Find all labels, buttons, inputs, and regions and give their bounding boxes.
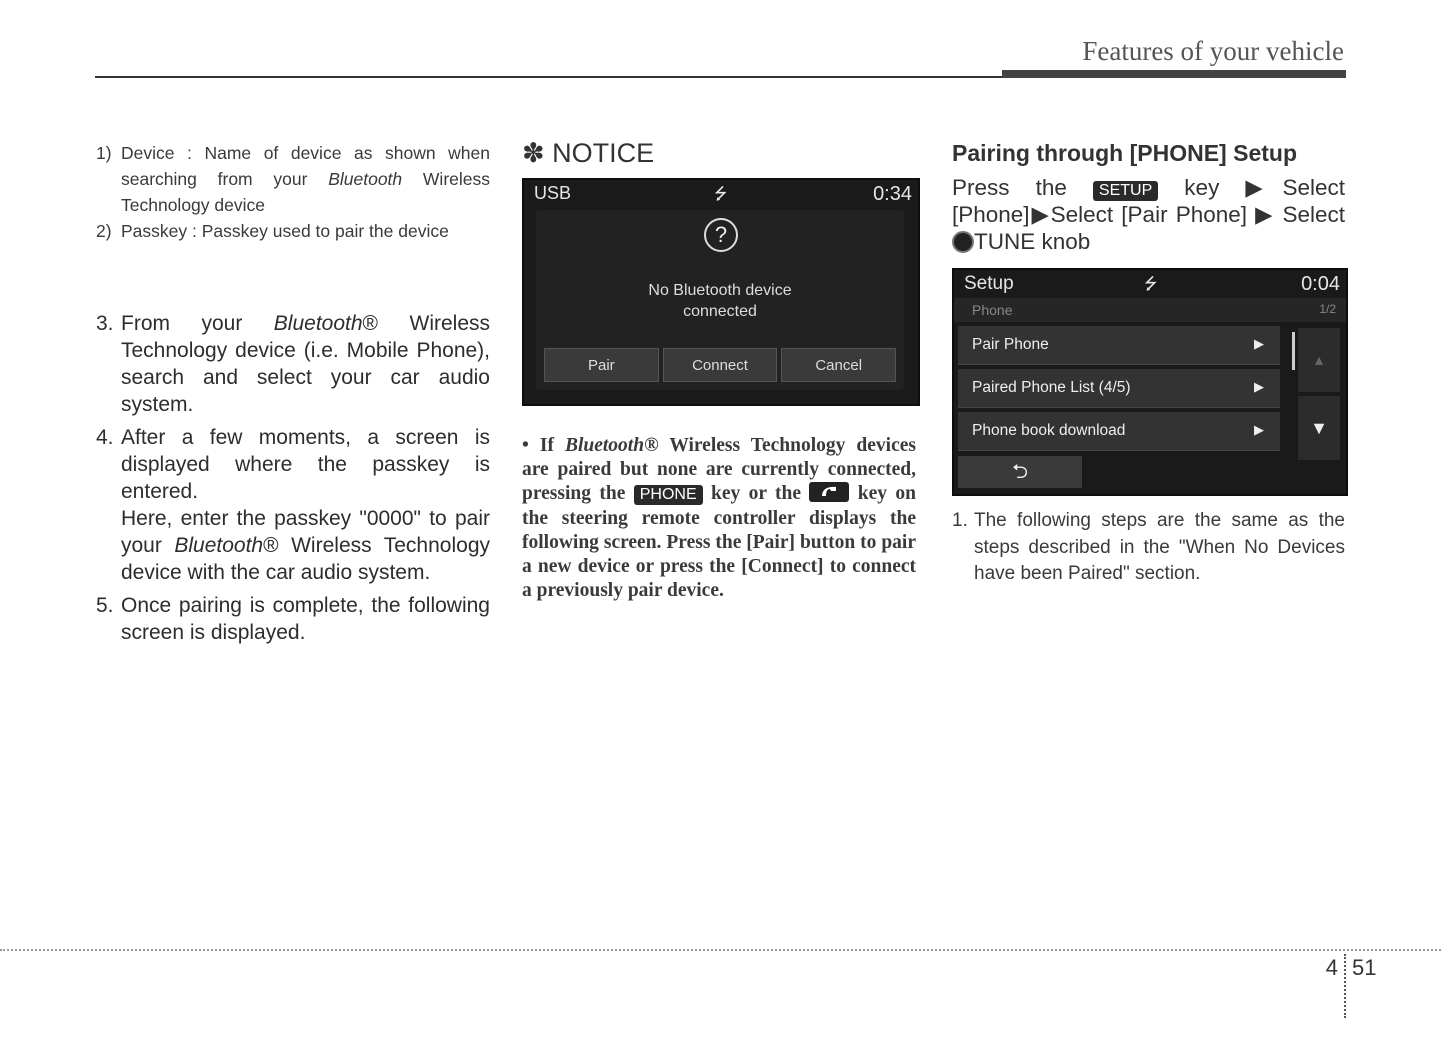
connect-button[interactable]: Connect xyxy=(663,348,778,382)
no-device-screen xyxy=(522,178,920,406)
step-text: From your Bluetooth® Wireless Technology device (i.e. Mobile Phone), search and select your car audio system. xyxy=(121,312,490,416)
header-bar xyxy=(1002,70,1346,78)
step-number: 5. xyxy=(96,594,114,617)
source-label: USB xyxy=(534,183,572,203)
definition-item xyxy=(96,140,490,218)
menu-item-pair-phone[interactable] xyxy=(958,326,1280,365)
scroll-up-button[interactable]: ▲ xyxy=(1298,328,1340,392)
question-icon: ? xyxy=(704,218,738,252)
item-number: 1) xyxy=(96,143,112,163)
phone-call-icon xyxy=(809,482,849,502)
menu-item-label: Paired Phone List (4/5) xyxy=(972,379,1131,396)
setup-key-badge: SETUP xyxy=(1093,181,1158,201)
menu-item-phone-book-download[interactable] xyxy=(958,412,1280,451)
item-text: Device : Name of device as shown when searching from your Bluetooth Wireless Technology device xyxy=(121,143,490,215)
submenu-label: Phone xyxy=(972,302,1013,318)
page-header-title: Features of your vehicle xyxy=(1082,36,1344,66)
steps-list xyxy=(96,310,490,646)
pair-button[interactable]: Pair xyxy=(544,348,659,382)
phone-menu-list xyxy=(958,326,1280,455)
step-text: After a few moments, a screen is displayed where the passkey is entered. Here, enter the passkey "0000" to pair your Bluetooth® Wireless Technology device with the car audio system. xyxy=(121,426,490,584)
section-title: Pairing through [PHONE] Setup xyxy=(952,140,1297,166)
step-number: 3. xyxy=(96,312,114,335)
page-number-separator xyxy=(1344,954,1346,1018)
scrollbar-thumb[interactable] xyxy=(1292,332,1295,370)
usb-icon: ⭍ xyxy=(1144,276,1158,293)
header-rule xyxy=(95,76,1002,78)
page-number: 51 xyxy=(1352,955,1377,980)
phone-key-badge: PHONE xyxy=(634,485,703,505)
page-indicator: 1/2 xyxy=(1319,302,1336,316)
definition-list xyxy=(96,140,490,244)
screen-title: Setup xyxy=(964,273,1014,294)
chevron-right-icon: ▶ xyxy=(1254,379,1264,394)
step-item xyxy=(952,508,1345,588)
step-text: The following steps are the same as the steps described in the "When No Devices have been Paired" section. xyxy=(974,510,1345,584)
step-text: Once pairing is complete, the following screen is displayed. xyxy=(121,594,490,644)
step-item xyxy=(96,424,490,586)
setup-phone-screen xyxy=(952,268,1348,496)
scroll-down-button[interactable]: ▼ xyxy=(1298,396,1340,460)
back-button[interactable]: ⮌ xyxy=(958,456,1082,488)
clock: 0:04 xyxy=(1301,273,1340,295)
step-number: 1. xyxy=(952,510,968,531)
menu-item-label: Pair Phone xyxy=(972,336,1049,353)
status-bar xyxy=(524,180,918,206)
dialog-message: No Bluetooth device connected xyxy=(648,282,792,320)
dialog-buttons xyxy=(544,348,896,382)
definition-item xyxy=(96,218,490,244)
step-item xyxy=(96,310,490,418)
item-number: 2) xyxy=(96,221,112,241)
tune-knob-icon xyxy=(952,231,974,253)
section-instructions: Press the SETUP key ▶Select [Phone]▶Select [Pair Phone] ▶ Select TUNE knob xyxy=(952,175,1346,254)
chevron-right-icon: ▶ xyxy=(1254,422,1264,437)
usb-icon: ⭍ xyxy=(714,186,728,203)
notice-title: ✽ NOTICE xyxy=(522,138,655,168)
clock: 0:34 xyxy=(873,183,912,205)
footer-rule xyxy=(0,949,1441,951)
step-number: 4. xyxy=(96,426,114,449)
item-text: Passkey : Passkey used to pair the device xyxy=(121,221,449,241)
menu-item-paired-phone-list[interactable] xyxy=(958,369,1280,408)
status-bar xyxy=(954,270,1346,296)
dialog-panel xyxy=(536,210,904,390)
chevron-right-icon: ▶ xyxy=(1254,336,1264,351)
submenu-bar xyxy=(954,298,1346,322)
menu-item-label: Phone book download xyxy=(972,422,1126,439)
cancel-button[interactable]: Cancel xyxy=(781,348,896,382)
notice-text: • If Bluetooth® Wireless Technology devices are paired but none are currently connected, pressing the PHONE key or the key on the steering remote controller displays the following screen. Press the [Pair] button to pair a new device or press the [Connect] to connect a previously pair device. xyxy=(522,435,916,602)
step-item xyxy=(96,592,490,646)
chapter-number: 4 xyxy=(1325,955,1338,980)
